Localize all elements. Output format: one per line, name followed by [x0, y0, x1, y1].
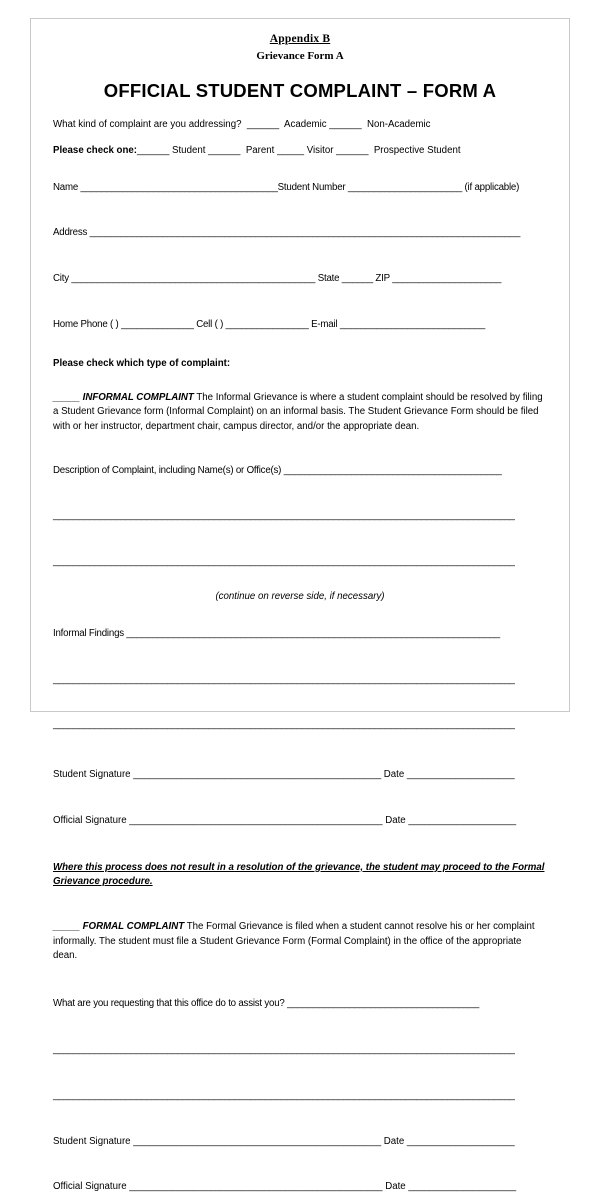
- continue-note: (continue on reverse side, if necessary): [215, 591, 385, 603]
- spacer: [53, 252, 547, 259]
- request-blank-line-2[interactable]: _________________________________________________________________________________________: [53, 1089, 515, 1101]
- informal-complaint-block: [53, 391, 547, 435]
- request-line[interactable]: What are you requesting that this office do to assist you? _____________________________________: [53, 998, 480, 1010]
- formal-complaint-label[interactable]: _____ FORMAL COMPLAINT: [53, 921, 185, 933]
- request-blank-line-1[interactable]: _________________________________________________________________________________________: [53, 1043, 515, 1055]
- informal-complaint-paragraph: The Informal Grievance is where a student complaint should be resolved by filing a Student Grievance form (Informal Complaint) on an informal basis. The Student Grievance Form should be filed with or her instructor, department chair, campus director, and/or the appropriate dean.: [53, 391, 543, 432]
- escalation-note: Where this process does not result in a resolution of the grievance, the student may proceed to the Formal Grievance procedure.: [53, 861, 545, 888]
- description-of-complaint-line[interactable]: Description of Complaint, including Name(s) or Office(s) __________________________________________: [53, 464, 502, 476]
- form-sheet: [30, 18, 570, 1193]
- spacer: [53, 535, 547, 542]
- formal-complaint-block: [53, 920, 547, 964]
- spacer: [53, 1023, 547, 1030]
- description-blank-line-1[interactable]: _________________________________________________________________________________________: [53, 510, 515, 522]
- address-field-line[interactable]: Address ___________________________________________________________________________________: [53, 227, 521, 239]
- spacer: [53, 161, 547, 168]
- check-one-label: Please check one:: [53, 144, 138, 156]
- spacer: [53, 374, 547, 381]
- spacer: [53, 899, 547, 910]
- page-title: OFFICIAL STUDENT COMPLAINT – FORM A: [103, 80, 497, 101]
- city-state-zip-field-line[interactable]: City _______________________________________________ State ______ ZIP _____________________: [53, 273, 502, 285]
- official-signature-line-informal[interactable]: Official Signature _______________________________________________ Date ____________________: [53, 814, 517, 826]
- spacer: [53, 840, 547, 851]
- description-blank-line-2[interactable]: _________________________________________________________________________________________: [53, 556, 515, 568]
- spacer: [53, 1161, 547, 1168]
- name-field-line[interactable]: Name ______________________________________Student Number ______________________ (if applicable): [53, 181, 520, 193]
- spacer: [53, 298, 547, 305]
- spacer: [53, 699, 547, 706]
- formal-complaint-paragraph: The Formal Grievance is filed when a student cannot resolve his or her complaint informally. The student must file a Student Grievance Form (Formal Complaint) in the office of the appropriate dean.: [53, 921, 535, 962]
- check-one-options: ______ Student ______ Parent _____ Visitor ______ Prospective Student: [137, 144, 461, 156]
- spacer: [53, 581, 547, 588]
- informal-complaint-label[interactable]: _____ INFORMAL COMPLAINT: [53, 391, 194, 403]
- informal-findings-blank-1[interactable]: _________________________________________________________________________________________: [53, 673, 515, 685]
- spacer: [53, 344, 547, 355]
- student-signature-line-informal[interactable]: Student Signature ______________________________________________ Date ____________________: [53, 769, 515, 781]
- spacer: [53, 490, 547, 497]
- spacer: [53, 794, 547, 801]
- spacer: [53, 744, 547, 755]
- check-type-label: Please check which type of complaint:: [53, 357, 231, 369]
- document-header: [53, 33, 547, 62]
- informal-findings-blank-2[interactable]: _________________________________________________________________________________________: [53, 719, 515, 731]
- student-signature-line-formal[interactable]: Student Signature ______________________________________________ Date ____________________: [53, 1135, 515, 1147]
- spacer: [53, 1069, 547, 1076]
- complaint-kind-question: What kind of complaint are you addressing? ______ Academic ______ Non-Academic: [53, 119, 431, 130]
- spacer: [53, 974, 547, 985]
- spacer: [53, 653, 547, 660]
- spacer: [53, 607, 547, 614]
- informal-findings-line[interactable]: Informal Findings ________________________________________________________________________: [53, 627, 500, 639]
- official-signature-line-formal[interactable]: Official Signature _______________________________________________ Date ____________________: [53, 1181, 517, 1193]
- check-one-row: [53, 142, 547, 161]
- appendix-label: Appendix B: [269, 33, 331, 45]
- phone-email-field-line[interactable]: Home Phone ( ) ______________ Cell ( ) ________________ E-mail ____________________________: [53, 318, 486, 330]
- spacer: [53, 207, 547, 214]
- spacer: [53, 444, 547, 451]
- spacer: [53, 1115, 547, 1122]
- form-subtitle: Grievance Form A: [256, 50, 344, 62]
- spacer: [53, 135, 547, 142]
